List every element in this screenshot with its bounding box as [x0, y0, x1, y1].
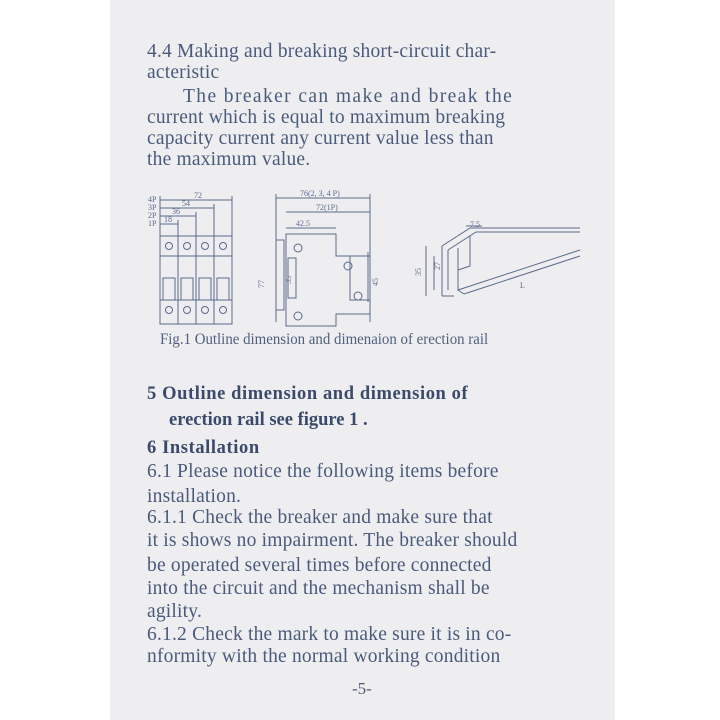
section-5-heading-line2: erection rail see figure 1 .: [169, 410, 368, 430]
dim-rail-27: 27: [433, 262, 442, 270]
section-6-line2: installation.: [147, 486, 242, 507]
section-6-line6: into the circuit and the mechanism shall be: [147, 578, 490, 599]
section-4-4-title-line1: 4.4 Making and breaking short-circuit char-: [147, 41, 497, 62]
dim-18: 18: [164, 215, 172, 224]
section-6-line5: be operated several times before connected: [147, 555, 492, 576]
section-6-heading: 6 Installation: [147, 438, 260, 458]
dim-42-5: 42.5: [296, 219, 310, 228]
dim-35: 35: [284, 276, 293, 284]
breaker-side-drawing: [257, 189, 380, 326]
row-label-3p: 3P: [148, 203, 157, 212]
dim-rail-35: 35: [414, 268, 423, 276]
section-4-4-body-line2: current which is equal to maximum breaking: [147, 107, 506, 128]
figure-caption: Fig.1 Outline dimension and dimenaion of erection rail: [160, 331, 489, 348]
dim-72-1p: 72(1P): [316, 203, 338, 212]
section-6-line3: 6.1.1 Check the breaker and make sure that: [147, 507, 493, 528]
din-rail-drawing: [414, 220, 580, 296]
section-6-line4: it is shows no impairment. The breaker should: [147, 530, 518, 551]
row-label-4p: 4P: [148, 195, 157, 204]
dim-54: 54: [182, 199, 190, 208]
section-5-heading-line1: 5 Outline dimension and dimension of: [147, 384, 469, 404]
section-6-line9: nformity with the normal working condition: [147, 646, 501, 667]
section-4-4-body-line4: the maximum value.: [147, 149, 311, 170]
dim-45: 45: [371, 278, 380, 286]
dim-76: 76(2, 3, 4 P): [300, 189, 340, 198]
dim-36: 36: [172, 207, 180, 216]
section-6-line7: agility.: [147, 601, 203, 622]
section-4-4-title-line2: acteristic: [147, 62, 220, 83]
section-6-line1: 6.1 Please notice the following items before: [147, 461, 499, 482]
dim-7-5: 7.5: [470, 220, 480, 229]
breaker-front-drawing: [148, 191, 232, 324]
section-6-line8: 6.1.2 Check the mark to make sure it is in co-: [147, 624, 512, 645]
dim-72: 72: [194, 191, 202, 200]
dim-77: 77: [257, 280, 266, 288]
row-label-2p: 2P: [148, 211, 157, 220]
row-label-1p: 1P: [148, 219, 157, 228]
page-number: -5-: [352, 679, 372, 698]
section-4-4-body-line1: The breaker can make and break the: [183, 86, 514, 107]
dim-rail-l: L: [520, 281, 525, 290]
section-4-4-body-line3: capacity current any current value less than: [147, 128, 494, 149]
